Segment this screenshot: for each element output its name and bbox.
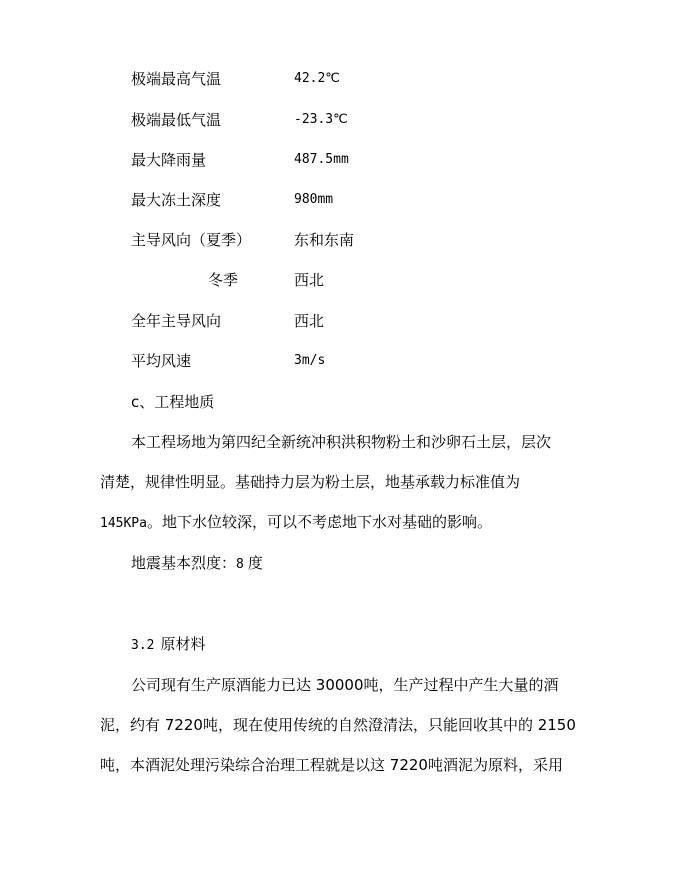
climate-label: 极端最高气温 (131, 70, 222, 88)
seismic-unit: 度 (247, 554, 263, 572)
climate-row-wind-winter (131, 269, 601, 291)
bearing-capacity-value: 145KPa (100, 516, 147, 531)
materials-paragraph-line: 公司现有生产原酒能力已达 30000吨，生产过程中产生大量的酒 (131, 676, 559, 694)
materials-paragraph-line: 泥，约有 7220吨，现在使用传统的自然澄清法，只能回收其中的 2150 (100, 716, 576, 734)
seismic-label: 地震基本烈度： (131, 554, 237, 572)
geology-paragraph-line: 本工程场地为第四纪全新统冲积洪积物粉土和沙卵石土层，层次 (131, 433, 552, 451)
climate-label: 主导风向（夏季） (131, 231, 252, 249)
seismic-value: 8 (236, 557, 244, 572)
climate-row-max-rainfall (131, 149, 601, 171)
materials-paragraph-line: 吨，本酒泥处理污染综合治理工程就是以这 7220吨酒泥为原料，采用 (100, 756, 563, 774)
climate-row-wind-summer (131, 229, 601, 251)
climate-value: 42.2℃ (294, 71, 340, 86)
climate-label: 平均风速 (131, 352, 192, 370)
geology-heading: c、工程地质 (131, 393, 215, 411)
geology-paragraph-text: 。地下水位较深，可以不考虑地下水对基础的影响。 (146, 513, 492, 531)
climate-value: -23.3℃ (294, 112, 348, 127)
climate-value: 东和东南 (294, 231, 355, 249)
climate-label: 极端最低气温 (131, 111, 222, 129)
section-heading (131, 632, 611, 656)
climate-row-max-temp (131, 68, 601, 90)
geology-paragraph-line (100, 510, 580, 534)
section-title: 原材料 (160, 635, 206, 653)
section-number: 3.2 (131, 638, 155, 653)
climate-label: 最大冻土深度 (131, 191, 222, 209)
climate-label: 全年主导风向 (131, 312, 222, 330)
climate-row-min-temp (131, 109, 601, 131)
seismic-intensity (131, 551, 611, 575)
climate-row-frost-depth (131, 189, 601, 211)
climate-row-wind-annual (131, 310, 601, 332)
geology-paragraph-line: 清楚，规律性明显。基础持力层为粉土层，地基承载力标准值为 (100, 473, 521, 491)
climate-value: 487.5mm (294, 152, 349, 167)
climate-value: 西北 (294, 271, 325, 289)
climate-value: 3m/s (294, 353, 326, 368)
climate-label: 冬季 (208, 271, 239, 289)
climate-value: 西北 (294, 312, 325, 330)
climate-value: 980mm (294, 192, 334, 207)
climate-row-avg-wind (131, 350, 601, 372)
climate-label: 最大降雨量 (131, 151, 207, 169)
